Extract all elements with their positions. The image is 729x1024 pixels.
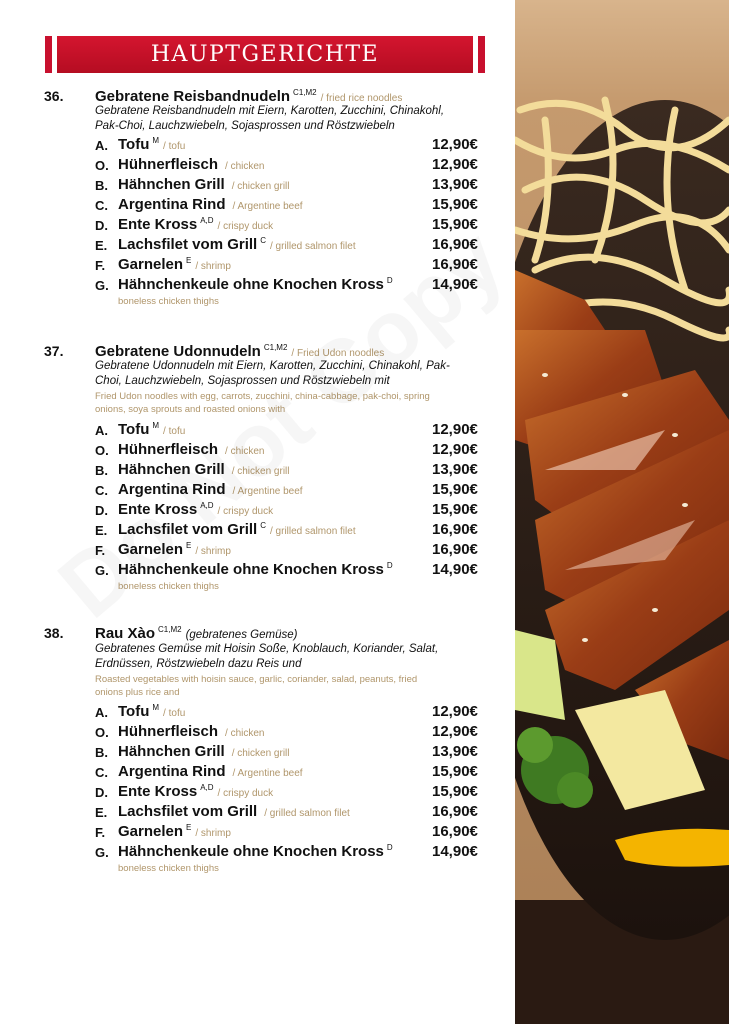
dish-allergens: C1,M2 xyxy=(158,625,182,634)
dish-description-en: Roasted vegetables with hoisin sauce, garlic, coriander, salad, peanuts, fried onions plus rice and xyxy=(95,674,418,698)
menu-option-b[interactable] xyxy=(0,176,515,196)
option-letter: E. xyxy=(95,523,108,538)
option-name xyxy=(118,541,231,558)
dish-description-de: Gebratenes Gemüse mit Hoisin Soße, Knoblauch, Koriander, Salat, Erdnüssen, Röstzwiebeln dazu Reis und xyxy=(95,643,439,670)
option-name xyxy=(118,843,397,860)
dish-description-de: Gebratene Reisbandnudeln mit Eiern, Karotten, Zucchini, Chinakohl, Pak-Choi, Lauchzwiebeln, Sojasprossen und Röstzwiebeln xyxy=(95,105,445,132)
option-letter: E. xyxy=(95,238,108,253)
option-price: 16,90€ xyxy=(432,236,478,253)
menu-option-f[interactable] xyxy=(0,541,515,561)
option-name-en: / grilled salmon filet xyxy=(270,241,356,252)
option-price: 12,90€ xyxy=(432,723,478,740)
option-name-text: Hähnchen Grill xyxy=(118,461,225,478)
option-allergens: D xyxy=(386,276,393,285)
option-letter: O. xyxy=(95,158,109,173)
dish-name-en: / Fried Udon noodles xyxy=(291,348,385,359)
option-allergens: D xyxy=(386,561,393,570)
option-name-en: / crispy duck xyxy=(217,221,274,232)
option-allergens: M xyxy=(152,703,160,712)
option-name-en: / chicken grill xyxy=(231,466,290,477)
menu-option-a[interactable] xyxy=(0,703,515,723)
dish-description-en: Fried Udon noodles with egg, carrots, zucchini, china-cabbage, pak-choi, spring onions, soya sprouts and roasted onions with xyxy=(95,391,430,415)
menu-option-d[interactable] xyxy=(0,216,515,236)
option-letter: C. xyxy=(95,198,108,213)
option-price: 13,90€ xyxy=(432,743,478,760)
menu-option-o[interactable] xyxy=(0,723,515,743)
page-title: HAUPTGERICHTE xyxy=(150,42,380,67)
option-name-text: Tofu xyxy=(118,136,150,153)
menu-option-c[interactable] xyxy=(0,481,515,501)
option-allergens: M xyxy=(152,421,160,430)
option-price: 14,90€ xyxy=(432,561,478,578)
option-name-text: Hühnerfleisch xyxy=(118,156,219,173)
option-name-text: Lachsfilet vom Grill xyxy=(118,521,258,538)
dish-description-de: Gebratene Udonnudeln mit Eiern, Karotten, Zucchini, Chinakohl, Pak-Choi, Lauchzwiebeln, Sojasprossen und Röstzwiebeln mit xyxy=(95,360,450,387)
option-letter: B. xyxy=(95,178,108,193)
option-subtitle-en: boneless chicken thighs xyxy=(118,296,219,307)
menu-option-d[interactable] xyxy=(0,783,515,803)
option-name-en: / tofu xyxy=(163,141,186,152)
menu-option-g[interactable] xyxy=(0,561,515,581)
option-name-en: / shrimp xyxy=(195,261,231,272)
option-name xyxy=(118,743,290,760)
banner-center xyxy=(57,36,473,73)
option-allergens: E xyxy=(186,823,192,832)
dish-number: 36. xyxy=(44,88,64,104)
option-name xyxy=(118,561,397,578)
option-allergens: A,D xyxy=(200,216,214,225)
option-name-text: Argentina Rind xyxy=(118,763,226,780)
option-name xyxy=(118,216,273,233)
option-letter: C. xyxy=(95,483,108,498)
option-name xyxy=(118,256,231,273)
option-name xyxy=(118,481,303,498)
menu-option-c[interactable] xyxy=(0,763,515,783)
option-letter: O. xyxy=(95,443,109,458)
option-name-en: / Argentine beef xyxy=(232,201,303,212)
menu-option-b[interactable] xyxy=(0,743,515,763)
option-name-text: Tofu xyxy=(118,703,150,720)
option-price: 12,90€ xyxy=(432,703,478,720)
option-allergens: E xyxy=(186,541,192,550)
option-name xyxy=(118,521,356,538)
dish-name: Gebratene Reisbandnudeln xyxy=(95,88,291,105)
menu-option-c[interactable] xyxy=(0,196,515,216)
banner-right-bar xyxy=(478,36,485,73)
option-name-en: / grilled salmon filet xyxy=(270,526,356,537)
option-allergens: M xyxy=(152,136,160,145)
option-name-text: Ente Kross xyxy=(118,216,198,233)
option-name xyxy=(118,501,273,518)
menu-option-d[interactable] xyxy=(0,501,515,521)
option-name-en: / grilled salmon filet xyxy=(264,808,350,819)
menu-option-a[interactable] xyxy=(0,421,515,441)
option-price: 14,90€ xyxy=(432,276,478,293)
option-name xyxy=(118,703,185,720)
option-allergens: C xyxy=(260,521,266,530)
option-letter: A. xyxy=(95,423,108,438)
option-letter: E. xyxy=(95,805,108,820)
dish-title xyxy=(95,343,384,360)
menu-option-e[interactable] xyxy=(0,803,515,823)
option-letter: A. xyxy=(95,705,108,720)
option-name-text: Argentina Rind xyxy=(118,196,226,213)
option-subtitle-en: boneless chicken thighs xyxy=(118,581,219,592)
option-name-en: / chicken grill xyxy=(231,181,290,192)
dish-title xyxy=(95,88,402,105)
option-name-text: Hühnerfleisch xyxy=(118,723,219,740)
menu-option-g[interactable] xyxy=(0,276,515,296)
option-name-en: / chicken xyxy=(225,728,265,739)
menu-option-e[interactable] xyxy=(0,521,515,541)
option-name-en: / tofu xyxy=(163,708,186,719)
dish-allergens: C1,M2 xyxy=(263,343,288,352)
option-price: 13,90€ xyxy=(432,461,478,478)
option-letter: D. xyxy=(95,218,108,233)
option-name xyxy=(118,763,303,780)
option-name-text: Hähnchen Grill xyxy=(118,743,225,760)
option-name-text: Lachsfilet vom Grill xyxy=(118,236,258,253)
section-banner xyxy=(45,36,485,73)
dish-number: 38. xyxy=(44,625,64,641)
option-name-text: Tofu xyxy=(118,421,150,438)
option-name-en: / chicken xyxy=(225,161,265,172)
option-price: 15,90€ xyxy=(432,783,478,800)
option-price: 16,90€ xyxy=(432,521,478,538)
option-price: 12,90€ xyxy=(432,136,478,153)
option-name xyxy=(118,783,273,800)
option-name xyxy=(118,421,185,438)
option-name-en: / tofu xyxy=(163,426,186,437)
option-name xyxy=(118,176,290,193)
option-name xyxy=(118,276,397,293)
dish-name-en: / fried rice noodles xyxy=(320,93,403,104)
dish-number: 37. xyxy=(44,343,64,359)
option-name xyxy=(118,156,265,173)
option-letter: G. xyxy=(95,563,109,578)
option-name xyxy=(118,823,231,840)
option-name xyxy=(118,803,350,820)
dish-name: Gebratene Udonnudeln xyxy=(95,343,261,360)
option-name-text: Hähnchen Grill xyxy=(118,176,225,193)
option-name xyxy=(118,723,265,740)
option-name-text: Garnelen xyxy=(118,823,184,840)
option-name-en: / chicken grill xyxy=(231,748,290,759)
option-price: 15,90€ xyxy=(432,481,478,498)
option-price: 16,90€ xyxy=(432,541,478,558)
dish-name-extra: (gebratenes Gemüse) xyxy=(185,629,298,641)
option-price: 12,90€ xyxy=(432,421,478,438)
option-name-text: Hähnchenkeule ohne Knochen Kross xyxy=(118,843,384,860)
option-name xyxy=(118,441,265,458)
option-price: 16,90€ xyxy=(432,823,478,840)
option-letter: F. xyxy=(95,258,106,273)
option-letter: O. xyxy=(95,725,109,740)
option-name xyxy=(118,136,185,153)
option-allergens: C xyxy=(260,236,266,245)
option-name-en: / Argentine beef xyxy=(232,768,303,779)
menu-option-e[interactable] xyxy=(0,236,515,256)
option-price: 13,90€ xyxy=(432,176,478,193)
option-price: 15,90€ xyxy=(432,216,478,233)
option-letter: G. xyxy=(95,278,109,293)
dish-name: Rau Xào xyxy=(95,625,156,642)
option-letter: D. xyxy=(95,503,108,518)
option-allergens: D xyxy=(386,843,393,852)
menu-option-f[interactable] xyxy=(0,256,515,276)
dish-allergens: C1,M2 xyxy=(293,88,317,97)
menu-option-f[interactable] xyxy=(0,823,515,843)
option-letter: A. xyxy=(95,138,108,153)
option-allergens: A,D xyxy=(200,501,214,510)
option-subtitle-en: boneless chicken thighs xyxy=(118,863,219,874)
option-price: 15,90€ xyxy=(432,196,478,213)
option-letter: B. xyxy=(95,463,108,478)
option-price: 15,90€ xyxy=(432,501,478,518)
option-letter: G. xyxy=(95,845,109,860)
option-price: 16,90€ xyxy=(432,256,478,273)
option-price: 14,90€ xyxy=(432,843,478,860)
menu-option-b[interactable] xyxy=(0,461,515,481)
option-name-text: Hühnerfleisch xyxy=(118,441,219,458)
option-name-en: / Argentine beef xyxy=(232,486,303,497)
option-name-text: Garnelen xyxy=(118,256,184,273)
option-price: 12,90€ xyxy=(432,441,478,458)
option-allergens: A,D xyxy=(200,783,214,792)
option-letter: D. xyxy=(95,785,108,800)
menu-option-o[interactable] xyxy=(0,156,515,176)
food-illustration xyxy=(515,0,729,1024)
option-price: 16,90€ xyxy=(432,803,478,820)
option-name-text: Hähnchenkeule ohne Knochen Kross xyxy=(118,561,384,578)
option-price: 15,90€ xyxy=(432,763,478,780)
food-photo xyxy=(515,0,729,1024)
option-name-en: / crispy duck xyxy=(217,506,274,517)
option-name xyxy=(118,461,290,478)
option-name-text: Hähnchenkeule ohne Knochen Kross xyxy=(118,276,384,293)
dish-title xyxy=(95,625,297,642)
menu-option-a[interactable] xyxy=(0,136,515,156)
option-price: 12,90€ xyxy=(432,156,478,173)
option-letter: F. xyxy=(95,825,106,840)
option-name-en: / shrimp xyxy=(195,828,231,839)
option-letter: B. xyxy=(95,745,108,760)
menu-option-o[interactable] xyxy=(0,441,515,461)
option-name-en: / chicken xyxy=(225,446,265,457)
option-name-en: / crispy duck xyxy=(217,788,274,799)
option-name xyxy=(118,236,356,253)
option-allergens: E xyxy=(186,256,192,265)
menu-option-g[interactable] xyxy=(0,843,515,863)
option-name-text: Ente Kross xyxy=(118,783,198,800)
option-letter: F. xyxy=(95,543,106,558)
option-name xyxy=(118,196,303,213)
option-name-en: / shrimp xyxy=(195,546,231,557)
banner-left-bar xyxy=(45,36,52,73)
option-name-text: Ente Kross xyxy=(118,501,198,518)
option-name-text: Argentina Rind xyxy=(118,481,226,498)
option-letter: C. xyxy=(95,765,108,780)
option-name-text: Garnelen xyxy=(118,541,184,558)
option-name-text: Lachsfilet vom Grill xyxy=(118,803,258,820)
